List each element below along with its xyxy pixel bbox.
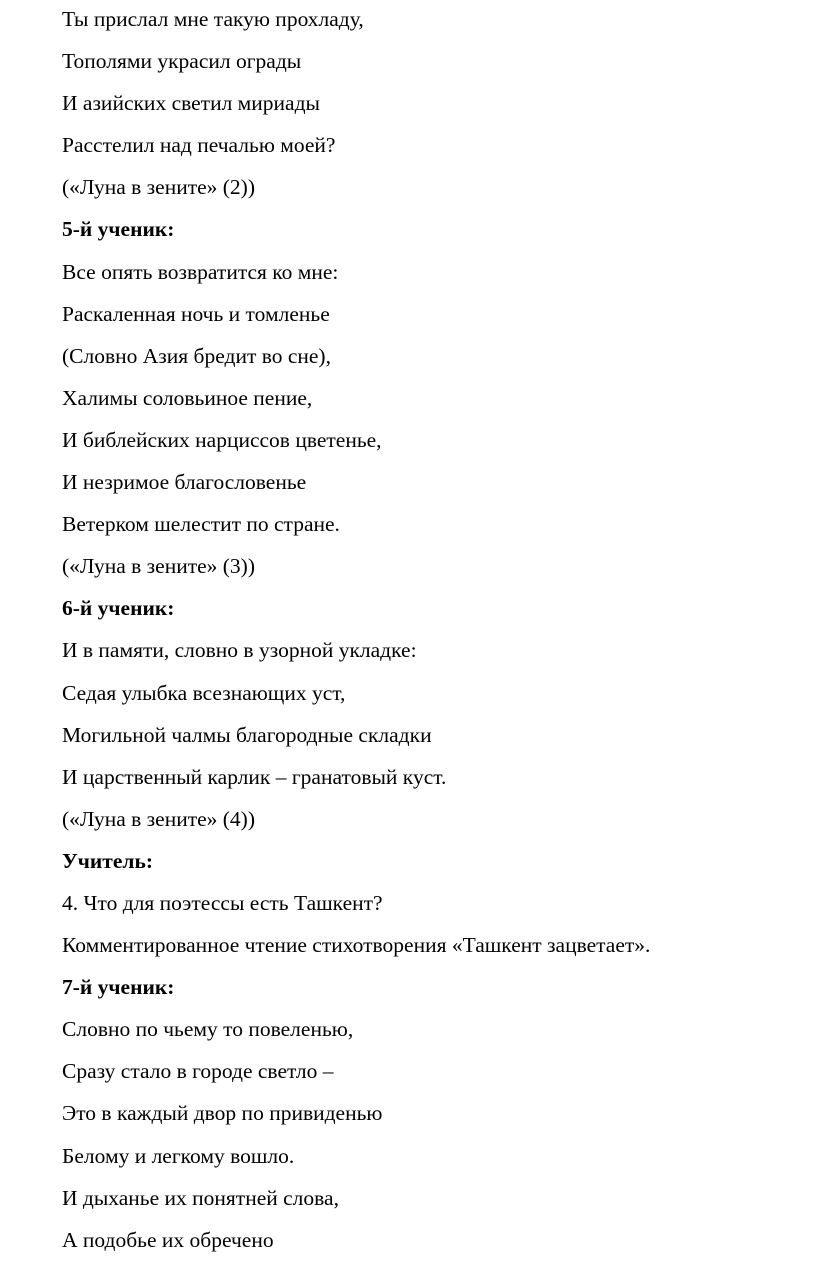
text-line: Сразу стало в городе светло – [62, 1059, 334, 1084]
text-line: Белому и легкому вошло. [62, 1143, 295, 1168]
text-line: Расстелил над печалью моей? [62, 133, 336, 158]
text-line: Могильной чалмы благородные складки [62, 722, 432, 747]
text-line: И библейских нарциссов цветенье, [62, 427, 382, 452]
text-line: Это в каждый двор по привиденью [62, 1101, 383, 1126]
text-line: Ветерком шелестит по стране. [62, 512, 340, 537]
speaker-heading: 5-й ученик: [62, 217, 175, 242]
text-line: (Словно Азия бредит во сне), [62, 343, 331, 368]
text-line: («Луна в зените» (2)) [62, 175, 255, 200]
text-line: Халимы соловьиное пение, [62, 385, 313, 410]
text-line: Словно по чьему то повеленью, [62, 1017, 354, 1042]
text-line: А подобье их обречено [62, 1227, 274, 1252]
speaker-heading: 7-й ученик: [62, 975, 175, 1000]
text-line: («Луна в зените» (3)) [62, 554, 255, 579]
text-line: Ты прислал мне такую прохладу, [62, 7, 364, 31]
text-line: 4. Что для поэтессы есть Ташкент? [62, 890, 383, 915]
text-line: И азийских светил мириады [62, 91, 320, 116]
text-line: Все опять возвратится ко мне: [62, 259, 339, 284]
text-line: И в памяти, словно в узорной укладке: [62, 638, 417, 663]
text-line: И незримое благословенье [62, 470, 307, 495]
speaker-heading: 6-й ученик: [62, 596, 175, 621]
speaker-heading: Учитель: [62, 848, 153, 873]
text-line: Седая улыбка всезнающих уст, [62, 680, 346, 705]
text-line: Тополями украсил ограды [62, 49, 302, 74]
document-text [62, 0, 792, 1261]
text-line: И дыханье их понятней слова, [62, 1185, 339, 1210]
text-line: Комментированное чтение стихотворения «Ташкент зацветает». [62, 933, 651, 958]
text-line: И царственный карлик – гранатовый куст. [62, 764, 447, 789]
text-line: Раскаленная ночь и томленье [62, 301, 330, 326]
text-line: («Луна в зените» (4)) [62, 806, 255, 831]
